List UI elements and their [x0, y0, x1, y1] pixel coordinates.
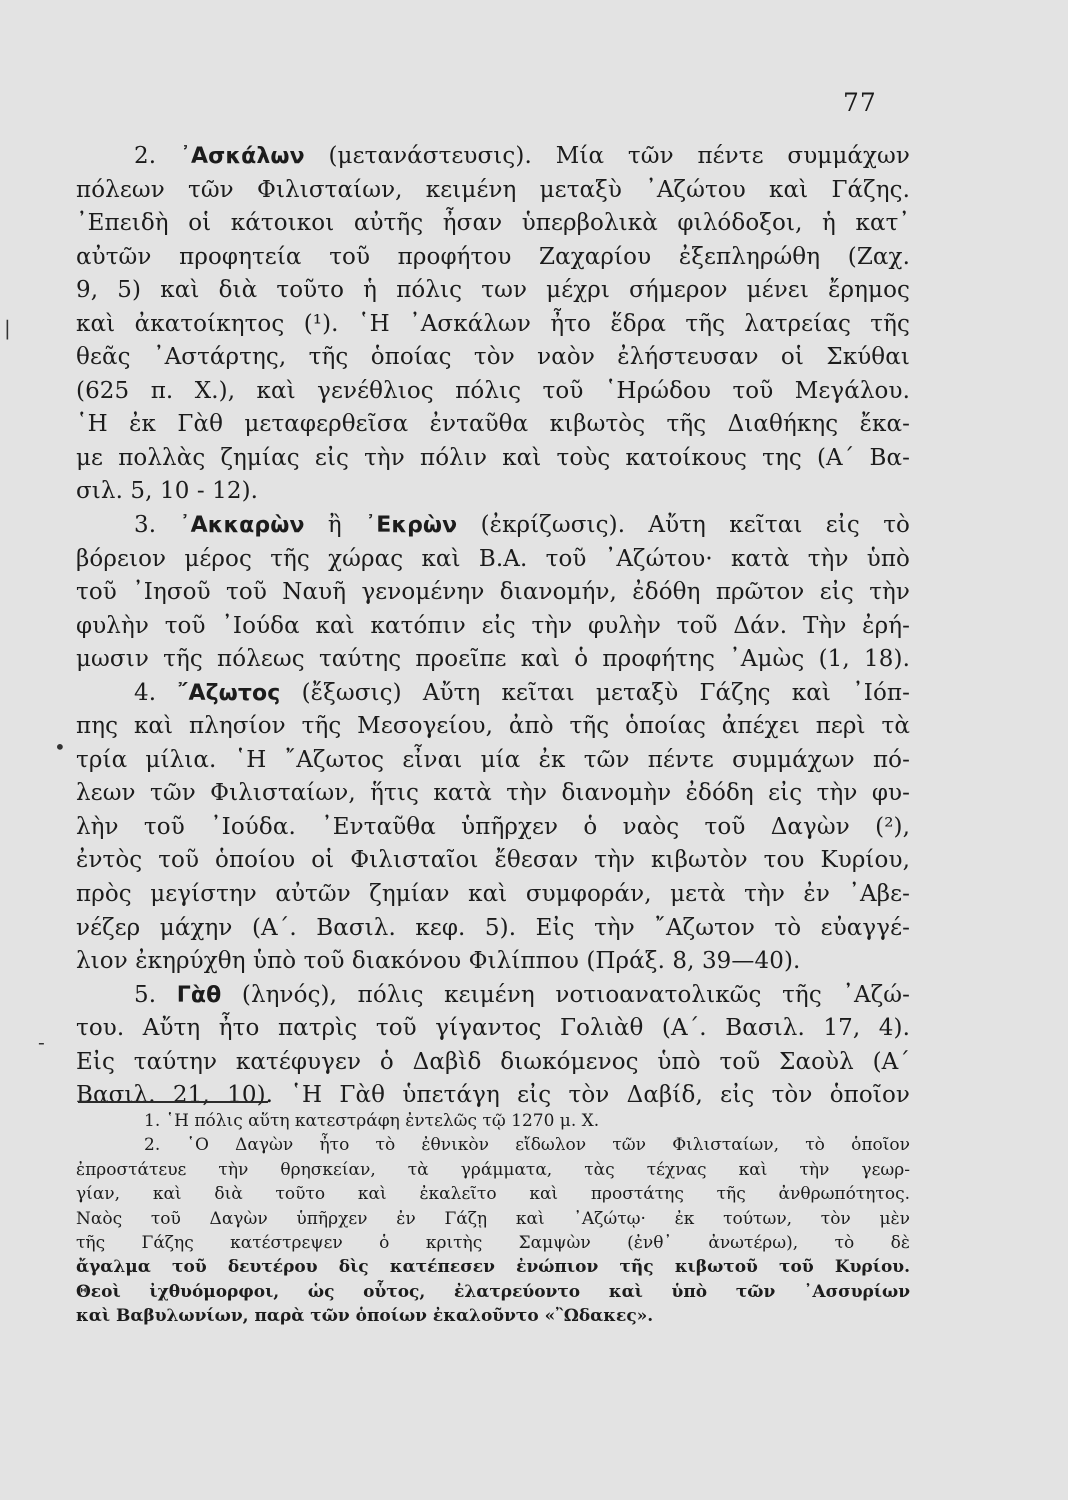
text-line: 4. ῎Αζωτος (ἔξωσις) Αὔτη κεῖται μεταξὺ Γάζης καὶ ᾿Ιόπ-	[134, 679, 910, 706]
margin-tick: |	[4, 316, 11, 340]
margin-dot: •	[54, 735, 66, 759]
text-line: νέζερ μάχην (Α΄. Βασιλ. κεφ. 5). Εἰς τὴν ῎Αζωτον τὸ εὐαγγέ-	[76, 914, 910, 941]
text-line: Βασιλ. 21, 10). ῾Η Γὰθ ὑπετάγη εἰς τὸν Δαβίδ, εἰς τὸν ὁποῖον	[76, 1082, 910, 1109]
footnote-line: καὶ Βαβυλωνίων, παρὰ τῶν ὁποίων ἐκαλοῦντο «῍Ωδακες».	[76, 1306, 654, 1327]
text-line: με πολλὰς ζημίας εἰς τὴν πόλιν καὶ τοὺς κατοίκους της (Α΄ Βα-	[76, 444, 910, 471]
entry-heading: ᾿Ακκαρὼν	[179, 513, 305, 539]
footnote-2	[76, 1133, 910, 1328]
text-line: λεων τῶν Φιλισταίων, ἥτις κατὰ τὴν διανομὴν ἐδόδη εἰς τὴν φυ-	[76, 780, 910, 807]
entry-heading-alt: ᾿Εκρὼν	[365, 513, 458, 539]
text-line: πρὸς μεγίστην αὐτῶν ζημίαν καὶ συμφοράν, μετὰ τὴν ἐν ᾿Αβε-	[76, 881, 910, 908]
entry-number: 5.	[134, 981, 157, 1008]
text-line: αὐτῶν προφητεία τοῦ προφήτου Ζαχαρίου ἐξεπληρώθη (Ζαχ.	[76, 243, 910, 270]
entry-akkaron	[76, 509, 910, 677]
text-line: ῾Η ἐκ Γὰθ μεταφερθεῖσα ἐνταῦθα κιβωτὸς τῆς Διαθήκης ἔκα-	[76, 411, 910, 438]
text-line: καὶ ἀκατοίκητος (¹). ῾Η ᾿Ασκάλων ἦτο ἕδρα τῆς λατρείας τῆς	[76, 310, 910, 337]
text-line: φυλὴν τοῦ ᾿Ιούδα καὶ κατόπιν εἰς τὴν φυλὴν τοῦ Δάν. Τὴν ἐρή-	[76, 612, 910, 639]
text-line: λιον ἐκηρύχθη ὑπὸ τοῦ διακόνου Φιλίππου (Πράξ. 8, 39—40).	[76, 948, 801, 975]
entry-heading: ᾿Ασκάλων	[179, 144, 305, 169]
text-line: βόρειον μέρος τῆς χώρας καὶ Β.Α. τοῦ ᾿Αζώτου· κατὰ τὴν ὑπὸ	[76, 545, 910, 572]
entry-askalon	[76, 140, 910, 509]
text-line: ᾿Επειδὴ οἱ κάτοικοι αὐτῆς ἦσαν ὑπερβολικὰ φιλόδοξοι, ἡ κατ᾿	[76, 210, 910, 237]
entry-number: 4.	[134, 679, 157, 706]
footnote-line: Ναὸς τοῦ Δαγὼν ὑπῆρχεν ἐν Γάζῃ καὶ ᾿Αζώτῳ· ἐκ τούτων, τὸν μὲν	[76, 1208, 910, 1229]
footnote-line: 1. ῾Η πόλις αὕτη κατεστράφη ἐντελῶς τῷ 1270 μ. Χ.	[144, 1111, 600, 1131]
text-line: 3. ᾿Ακκαρὼν ἢ ᾿Εκρὼν (ἐκρίζωσις). Αὔτη κεῖται εἰς τὸ	[134, 512, 910, 539]
main-text	[76, 140, 910, 1113]
entry-heading: ῎Αζωτος	[177, 680, 281, 706]
footnote-line: ἐπροστάτευε τὴν θρησκείαν, τὰ γράμματα, τὰς τέχνας καὶ τὴν γεωρ-	[76, 1159, 910, 1180]
text-line: 5. Γὰθ (ληνός), πόλις κειμένη νοτιοανατολικῶς τῆς ᾿Αζώ-	[134, 981, 910, 1008]
text-line: σιλ. 5, 10 - 12).	[76, 478, 259, 505]
text-line: Εἰς ταύτην κατέφυγεν ὁ Δαβὶδ διωκόμενος ὑπὸ τοῦ Σαοὺλ (Α΄	[76, 1048, 910, 1075]
text-line: θεᾶς ᾿Αστάρτης, τῆς ὁποίας τὸν ναὸν ἐλήστευσαν οἱ Σκύθαι	[76, 344, 910, 371]
footnote-line: ἄγαλμα τοῦ δευτέρου δὶς κατέπεσεν ἐνώπιον τῆς κιβωτοῦ τοῦ Κυρίου.	[76, 1257, 910, 1278]
text-line: ἐντὸς τοῦ ὁποίου οἱ Φιλισταῖοι ἔθεσαν τὴν κιβωτὸν του Κυρίου,	[76, 847, 910, 874]
entry-gath	[76, 979, 910, 1113]
text-line: λὴν τοῦ ᾿Ιούδα. ᾿Ενταῦθα ὑπῆρχεν ὁ ναὸς τοῦ Δαγὼν (²),	[76, 813, 910, 840]
text-line: 9, 5) καὶ διὰ τοῦτο ἡ πόλις των μέχρι σήμερον μένει ἔρημος	[76, 277, 910, 304]
entry-number: 3.	[134, 512, 157, 539]
footnote-line: τῆς Γάζης κατέστρεψεν ὁ κριτὴς Σαμψὼν (ἐνθ᾿ ἀνωτέρω), τὸ δὲ	[76, 1232, 910, 1253]
footnote-line: Θεοὶ ἰχθυόμορφοι, ὡς οὗτος, ἐλατρεύοντο καὶ ὑπὸ τῶν ᾿Ασσυρίων	[76, 1281, 910, 1302]
footnote-line: γίαν, καὶ διὰ τοῦτο καὶ ἐκαλεῖτο καὶ προστάτης τῆς ἀνθρωπότητος.	[76, 1184, 910, 1205]
entry-azotos	[76, 677, 910, 979]
text-line: πόλεων τῶν Φιλισταίων, κειμένη μεταξὺ ᾿Αζώτου καὶ Γάζης.	[76, 176, 910, 203]
entry-number: 2.	[134, 143, 157, 169]
text-line: του. Αὔτη ἦτο πατρὶς τοῦ γίγαντος Γολιὰθ (Α΄. Βασιλ. 17, 4).	[76, 1015, 910, 1042]
margin-dash: -	[38, 1030, 45, 1054]
page-number: 77	[843, 88, 877, 117]
text-line: 2. ᾿Ασκάλων (μετανάστευσις). Μία τῶν πέντε συμμάχων	[134, 143, 910, 169]
text-line: μωσιν τῆς πόλεως ταύτης προεῖπε καὶ ὁ προφήτης ᾿Αμὼς (1, 18).	[76, 646, 910, 673]
text-line: τρία μίλια. ῾Η ῎Αζωτος εἶναι μία ἐκ τῶν πέντε συμμάχων πό-	[76, 746, 910, 773]
text-line: πης καὶ πλησίον τῆς Μεσογείου, ἀπὸ τῆς ὁποίας ἀπέχει περὶ τὰ	[76, 713, 910, 740]
footnotes	[76, 1109, 910, 1329]
text-line: τοῦ ᾿Ιησοῦ τοῦ Ναυῆ γενομένην διανομήν, ἐδόθη πρῶτον εἰς τὴν	[76, 579, 910, 606]
footnote-line: 2. ῾Ο Δαγὼν ἦτο τὸ ἐθνικὸν εἴδωλον τῶν Φιλισταίων, τὸ ὁποῖον	[144, 1135, 910, 1156]
text-line: (625 π. Χ.), καὶ γενέθλιος πόλις τοῦ ῾Ηρώδου τοῦ Μεγάλου.	[76, 377, 910, 404]
footnote-rule	[78, 1101, 268, 1103]
footnote-1	[76, 1109, 910, 1133]
entry-heading: Γὰθ	[176, 982, 222, 1008]
